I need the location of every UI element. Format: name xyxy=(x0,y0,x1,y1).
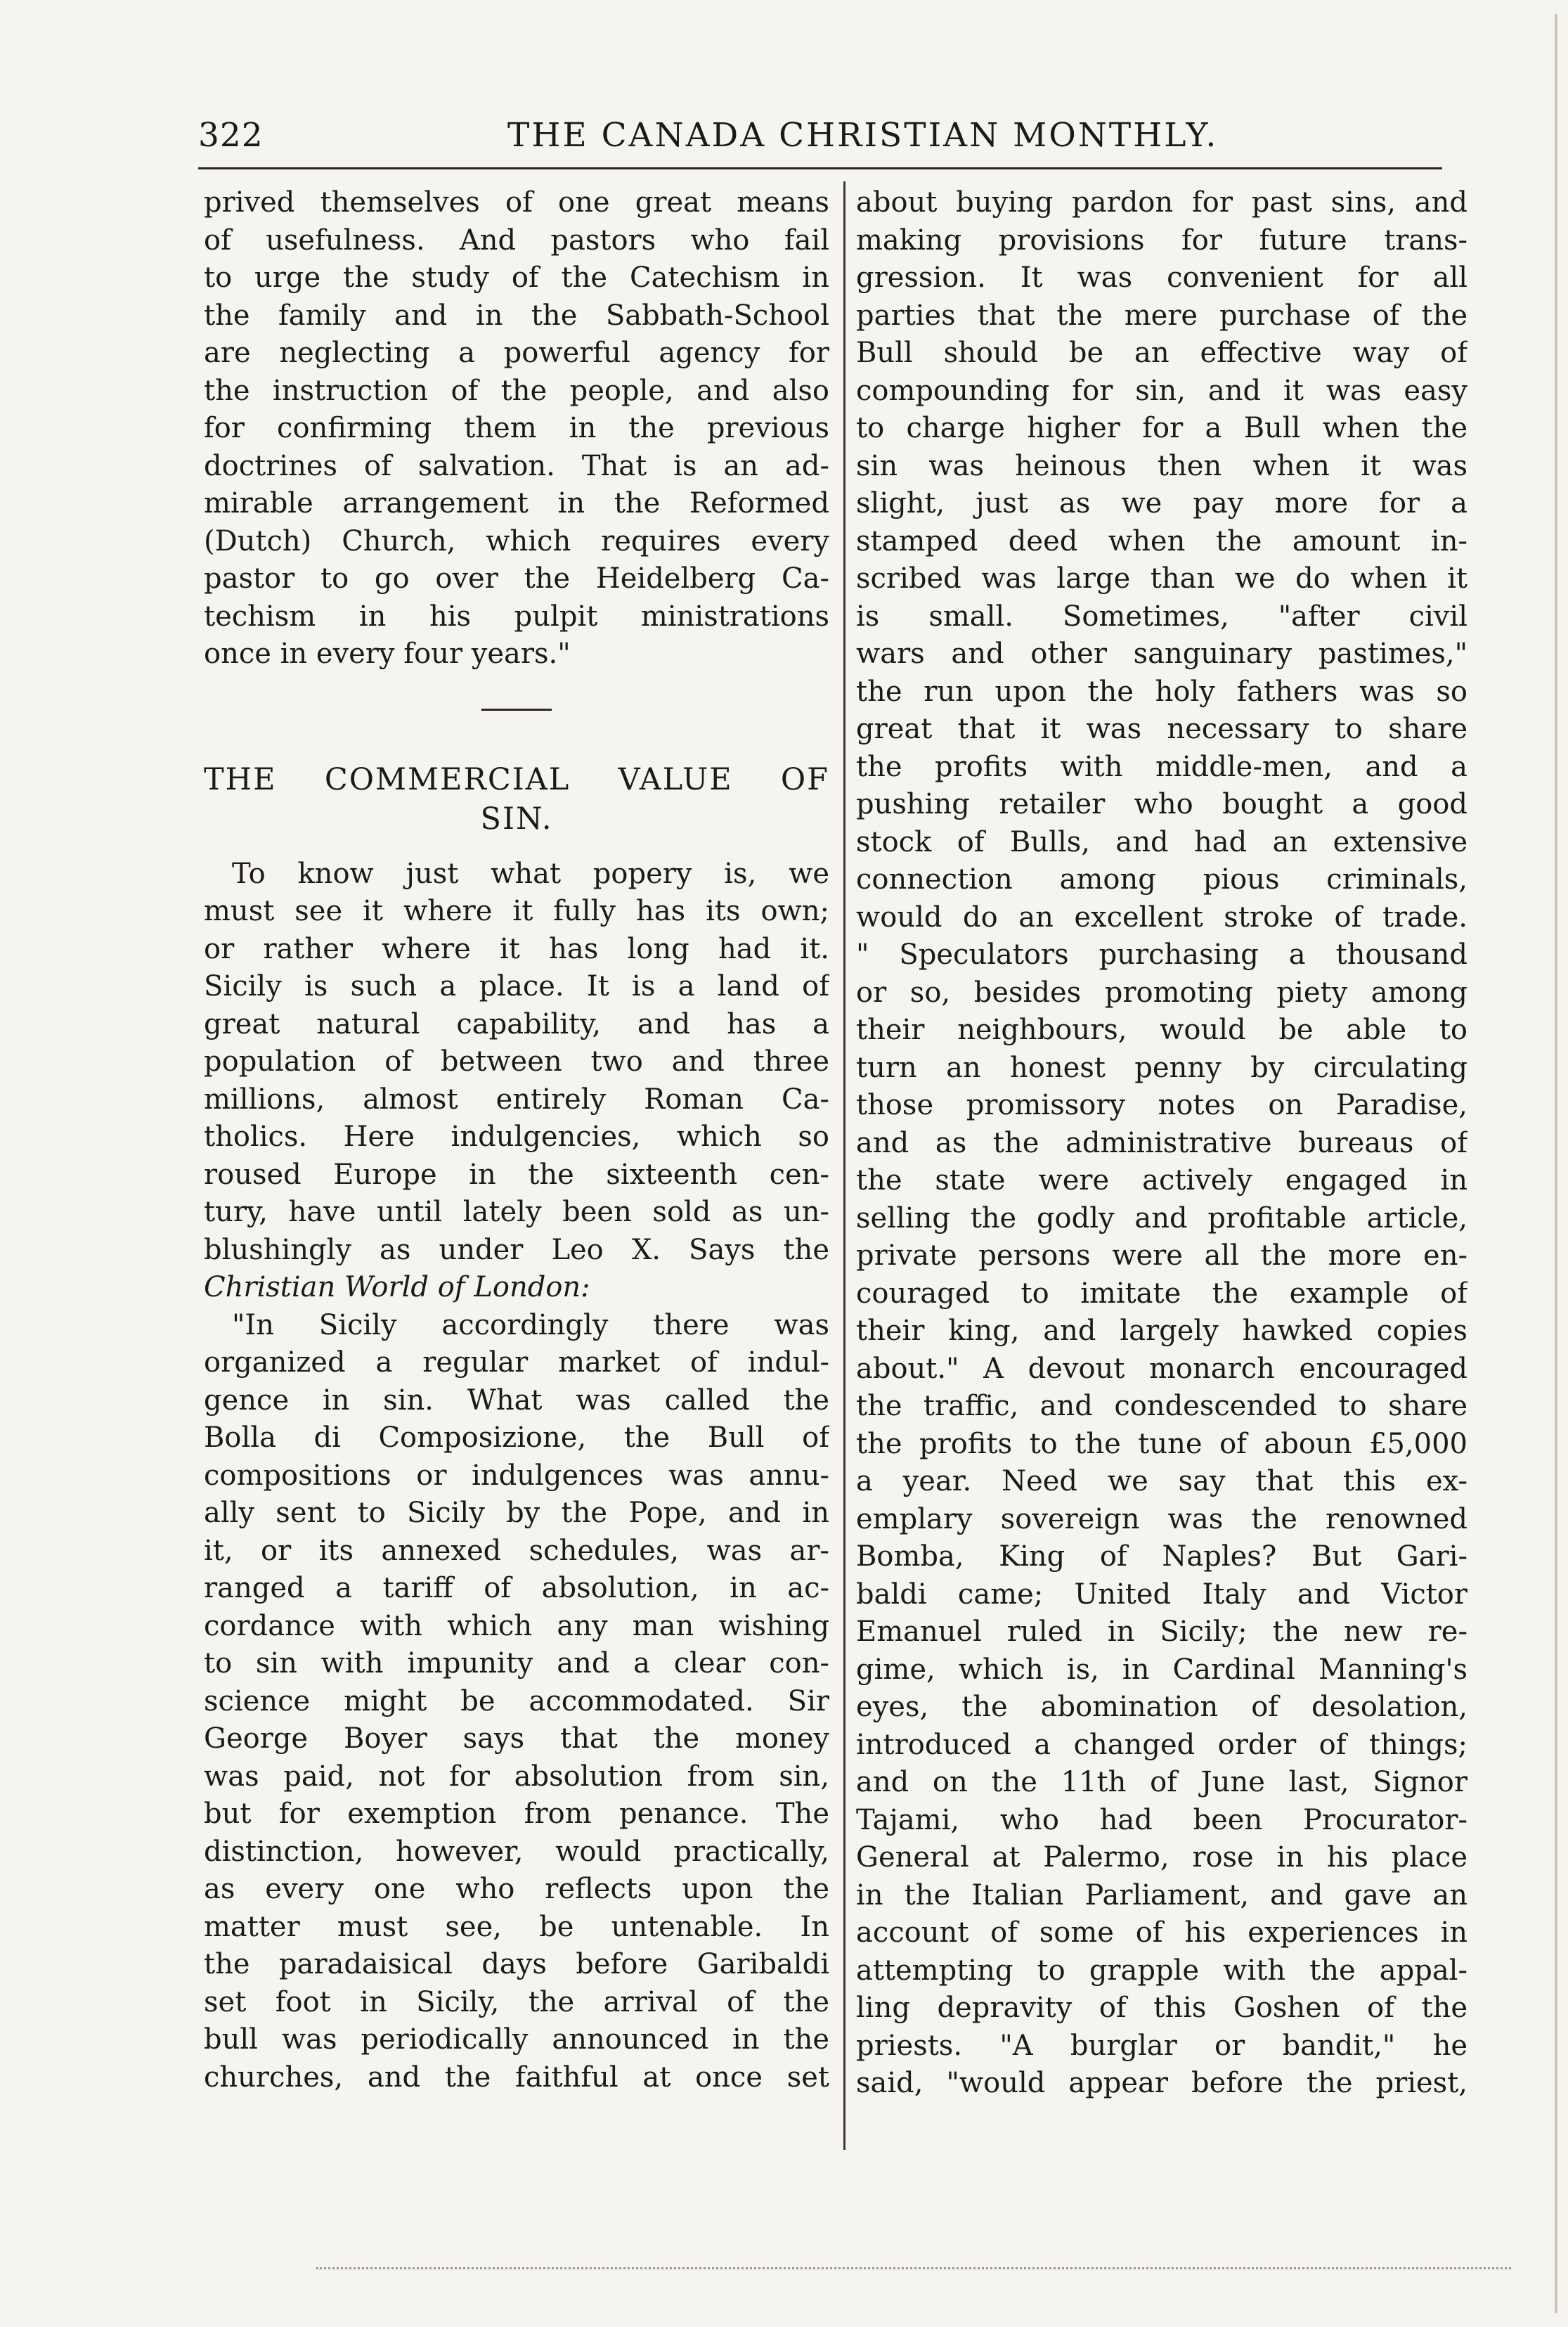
text-line: slight, just as we pay more for a xyxy=(856,487,1467,520)
column-divider xyxy=(843,181,845,2150)
text-line: the traffic, and condescended to share xyxy=(856,1390,1467,1422)
text-line: compounding for sin, and it was easy xyxy=(856,374,1467,407)
text-line: but for exemption from penance. The xyxy=(204,1798,829,1830)
text-line: to charge higher for a Bull when the xyxy=(856,412,1467,444)
text-line: and as the administrative bureaus of xyxy=(856,1126,1467,1159)
text-line: pushing retailer who bought a good xyxy=(856,788,1467,820)
text-line: General at Palermo, rose in his place xyxy=(856,1841,1467,1874)
left-column xyxy=(204,184,829,2096)
page-header xyxy=(198,116,1435,158)
scan-edge-mark xyxy=(1555,14,1557,2313)
text-line: "In Sicily accordingly there was xyxy=(232,1308,829,1341)
text-line: to sin with impunity and a clear con- xyxy=(204,1647,829,1680)
text-line: Emanuel ruled in Sicily; the new re- xyxy=(856,1616,1467,1648)
text-line: ally sent to Sicily by the Pope, and in xyxy=(204,1497,829,1529)
text-line: ling depravity of this Goshen of the xyxy=(856,1992,1467,2024)
text-line: the state were actively engaged in xyxy=(856,1164,1467,1197)
text-line: the family and in the Sabbath-School xyxy=(204,299,829,332)
text-line: private persons were all the more en- xyxy=(856,1239,1467,1272)
text-line: scribed was large than we do when it xyxy=(856,562,1467,595)
section-separator xyxy=(481,709,552,711)
text-line: To know just what popery is, we xyxy=(232,857,829,890)
text-line: eyes, the abomination of desolation, xyxy=(856,1691,1467,1723)
text-line: introduced a changed order of things; xyxy=(856,1728,1467,1761)
article-title-line: THE COMMERCIAL VALUE OF xyxy=(204,761,829,797)
text-line: the profits with middle-men, and a xyxy=(856,750,1467,783)
text-line: Sicily is such a place. It is a land of xyxy=(204,970,829,1003)
text-line: millions, almost entirely Roman Ca- xyxy=(204,1083,829,1116)
text-line: making provisions for future trans- xyxy=(856,224,1467,257)
text-line: about." A devout monarch encouraged xyxy=(856,1352,1467,1385)
header-rule xyxy=(198,167,1442,169)
text-line: parties that the mere purchase of the xyxy=(856,299,1467,332)
text-line: tury, have until lately been sold as un- xyxy=(204,1196,829,1228)
text-line: the run upon the holy fathers was so xyxy=(856,675,1467,708)
text-line: mirable arrangement in the Reformed xyxy=(204,487,829,520)
text-line: sin was heinous then when it was xyxy=(856,449,1467,482)
scan-bottom-artifacts xyxy=(316,2267,1511,2276)
text-line: George Boyer says that the money xyxy=(204,1722,829,1755)
text-line: Bull should be an effective way of xyxy=(856,337,1467,369)
text-line: stock of Bulls, and had an extensive xyxy=(856,825,1467,858)
text-line: blushingly as under Leo X. Says the xyxy=(204,1233,829,1266)
text-line: said, "would appear before the priest, xyxy=(856,2067,1467,2099)
text-line: (Dutch) Church, which requires every xyxy=(204,524,829,557)
text-line: account of some of his experiences in xyxy=(856,1916,1467,1949)
text-line: Tajami, who had been Procurator- xyxy=(856,1803,1467,1836)
text-line: great natural capability, and has a xyxy=(204,1007,829,1040)
text-line: prived themselves of one great means xyxy=(204,186,829,219)
text-line: pastor to go over the Heidelberg Ca- xyxy=(204,562,829,595)
text-line: bull was periodically announced in the xyxy=(204,2023,829,2056)
text-line: about buying pardon for past sins, and xyxy=(856,186,1467,219)
text-line: cordance with which any man wishing xyxy=(204,1609,829,1642)
page-number: 322 xyxy=(198,116,264,155)
text-line: their neighbours, would be able to xyxy=(856,1014,1467,1046)
text-line: stamped deed when the amount in- xyxy=(856,524,1467,557)
text-line: those promissory notes on Paradise, xyxy=(856,1089,1467,1121)
text-line: and on the 11th of June last, Signor xyxy=(856,1766,1467,1798)
text-line: as every one who reflects upon the xyxy=(204,1873,829,1905)
text-line: Bolla di Composizione, the Bull of xyxy=(204,1422,829,1454)
article-title xyxy=(204,760,829,839)
text-line: their king, and largely hawked copies xyxy=(856,1315,1467,1347)
text-line: roused Europe in the sixteenth cen- xyxy=(204,1158,829,1191)
text-line: couraged to imitate the example of xyxy=(856,1277,1467,1310)
text-line: Christian World of London: xyxy=(204,1271,590,1303)
text-line: ranged a tariff of absolution, in ac- xyxy=(204,1572,829,1604)
text-line: are neglecting a powerful agency for xyxy=(204,337,829,369)
text-line: techism in his pulpit ministrations xyxy=(204,600,829,633)
text-line: is small. Sometimes, "after civil xyxy=(856,600,1467,633)
text-line: for confirming them in the previous xyxy=(204,412,829,444)
text-line: the profits to the tune of aboun £5,000 xyxy=(856,1427,1467,1460)
text-line: Bomba, King of Naples? But Gari- xyxy=(856,1540,1467,1573)
text-line: once in every four years." xyxy=(204,638,571,670)
running-title: THE CANADA CHRISTIAN MONTHLY. xyxy=(507,116,1219,155)
text-line: gime, which is, in Cardinal Manning's xyxy=(856,1653,1467,1686)
text-line: would do an excellent stroke of trade. xyxy=(856,901,1467,934)
text-line: was paid, not for absolution from sin, xyxy=(204,1760,829,1793)
text-line: science might be accommodated. Sir xyxy=(204,1684,829,1717)
text-line: matter must see, be untenable. In xyxy=(204,1910,829,1943)
text-line: " Speculators purchasing a thousand xyxy=(856,939,1467,971)
text-line: in the Italian Parliament, and gave an xyxy=(856,1878,1467,1912)
text-line: must see it where it fully has its own; xyxy=(204,895,829,927)
text-line: connection among pious criminals, xyxy=(856,863,1467,896)
text-line: or so, besides promoting piety among xyxy=(856,976,1467,1009)
text-line: doctrines of salvation. That is an ad- xyxy=(204,449,829,482)
text-line: compositions or indulgences was annu- xyxy=(204,1459,829,1492)
text-line: emplary sovereign was the renowned xyxy=(856,1502,1467,1535)
text-line: the instruction of the people, and also xyxy=(204,374,829,407)
text-line: distinction, however, would practically, xyxy=(204,1835,829,1868)
text-line: tholics. Here indulgencies, which so xyxy=(204,1121,829,1153)
text-line: it, or its annexed schedules, was ar- xyxy=(204,1534,829,1567)
article-title-line: SIN. xyxy=(480,801,553,837)
text-line: great that it was necessary to share xyxy=(856,713,1467,745)
text-line: or rather where it has long had it. xyxy=(204,932,829,965)
text-line: gression. It was convenient for all xyxy=(856,262,1467,294)
text-line: baldi came; United Italy and Victor xyxy=(856,1578,1467,1611)
text-line: population of between two and three xyxy=(204,1045,829,1078)
right-column xyxy=(856,184,1467,2103)
text-line: of usefulness. And pastors who fail xyxy=(204,224,829,257)
text-line: gence in sin. What was called the xyxy=(204,1384,829,1417)
text-line: to urge the study of the Catechism in xyxy=(204,262,829,294)
text-line: wars and other sanguinary pastimes," xyxy=(856,638,1467,670)
text-line: a year. Need we say that this ex- xyxy=(856,1465,1467,1497)
text-line: organized a regular market of indul- xyxy=(204,1346,829,1379)
text-line: priests. "A burglar or bandit," he xyxy=(856,2029,1467,2062)
text-line: churches, and the faithful at once set xyxy=(204,2061,829,2094)
text-line: selling the godly and profitable article, xyxy=(856,1201,1467,1235)
text-line: attempting to grapple with the appal- xyxy=(856,1954,1467,1987)
text-line: turn an honest penny by circulating xyxy=(856,1051,1467,1084)
text-line: the paradaisical days before Garibaldi xyxy=(204,1948,829,1980)
text-line: set foot in Sicily, the arrival of the xyxy=(204,1985,829,2018)
